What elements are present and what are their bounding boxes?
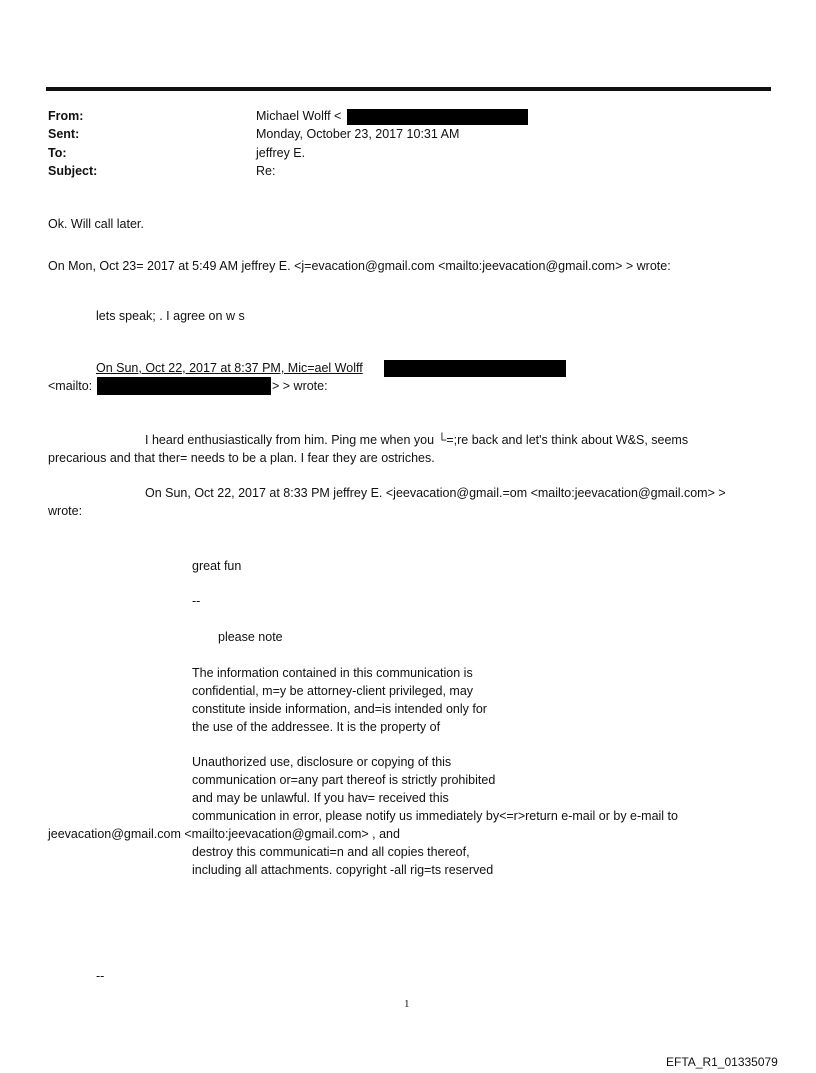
to-value: jeffrey E. xyxy=(256,146,306,160)
sent-label: Sent: xyxy=(48,127,80,141)
header-rule xyxy=(46,87,771,91)
redaction-from-email xyxy=(347,109,528,125)
disclaimer-line: confidential, m=y be attorney-client privileged, may xyxy=(192,684,474,698)
disclaimer-line: destroy this communicati=n and all copies thereof, xyxy=(192,845,470,859)
please-note: please note xyxy=(218,630,283,644)
sent-value: Monday, October 23, 2017 10:31 AM xyxy=(256,127,460,141)
quote3-header-line1: On Sun, Oct 22, 2017 at 8:33 PM jeffrey E. <jeevacation@gmail.=om <mailto:jeevacation@gmail.com> > xyxy=(145,486,726,500)
subject-value: Re: xyxy=(256,164,276,178)
from-label: From: xyxy=(48,109,84,123)
quote2-header-line1: On Sun, Oct 22, 2017 at 8:37 PM, Mic=ael Wolff xyxy=(96,361,363,375)
quote2-header-mailto: <mailto: xyxy=(48,379,93,393)
reply-text: Ok. Will call later. xyxy=(48,217,144,231)
quote1-header: On Mon, Oct 23= 2017 at 5:49 AM jeffrey E. <j=evacation@gmail.com <mailto:jeevacation@gmail.com> > wrote: xyxy=(48,259,671,273)
subject-label: Subject: xyxy=(48,164,98,178)
bottom-dashes: -- xyxy=(96,969,105,983)
disclaimer-line: The information contained in this communication is xyxy=(192,666,473,680)
disclaimer-line: communication in error, please notify us immediately by<=r>return e-mail or by e-mail to xyxy=(192,809,678,823)
quote1-text: lets speak; . I agree on w s xyxy=(96,309,245,323)
quote2-text-line2: precarious and that ther= needs to be a plan. I fear they are ostriches. xyxy=(48,451,435,465)
redaction-mailto-email xyxy=(97,377,271,395)
disclaimer-line: and may be unlawful. If you hav= received this xyxy=(192,791,449,805)
from-value: Michael Wolff < xyxy=(256,109,342,123)
disclaimer-line: including all attachments. copyright -all rig=ts reserved xyxy=(192,863,494,877)
disclaimer-line: the use of the addressee. It is the property of xyxy=(192,720,441,734)
disclaimer-email-line: jeevacation@gmail.com <mailto:jeevacation@gmail.com> , and xyxy=(48,827,400,841)
to-label: To: xyxy=(48,146,67,160)
quote2-text-line1: I heard enthusiastically from him. Ping me when you └=;re back and let's think about W&S, seems xyxy=(145,433,689,447)
quote2-header-wrote: > > wrote: xyxy=(272,379,328,393)
page-number: 1 xyxy=(404,998,410,1010)
quote3-header-line2: wrote: xyxy=(48,504,83,518)
signature-dashes: -- xyxy=(192,594,201,608)
document-id: EFTA_R1_01335079 xyxy=(666,1055,778,1069)
disclaimer-line: constitute inside information, and=is intended only for xyxy=(192,702,487,716)
disclaimer-line: communication or=any part thereof is strictly prohibited xyxy=(192,773,496,787)
redaction-sender-email xyxy=(384,360,566,377)
quote3-text: great fun xyxy=(192,559,242,573)
disclaimer-line: Unauthorized use, disclosure or copying of this xyxy=(192,755,452,769)
